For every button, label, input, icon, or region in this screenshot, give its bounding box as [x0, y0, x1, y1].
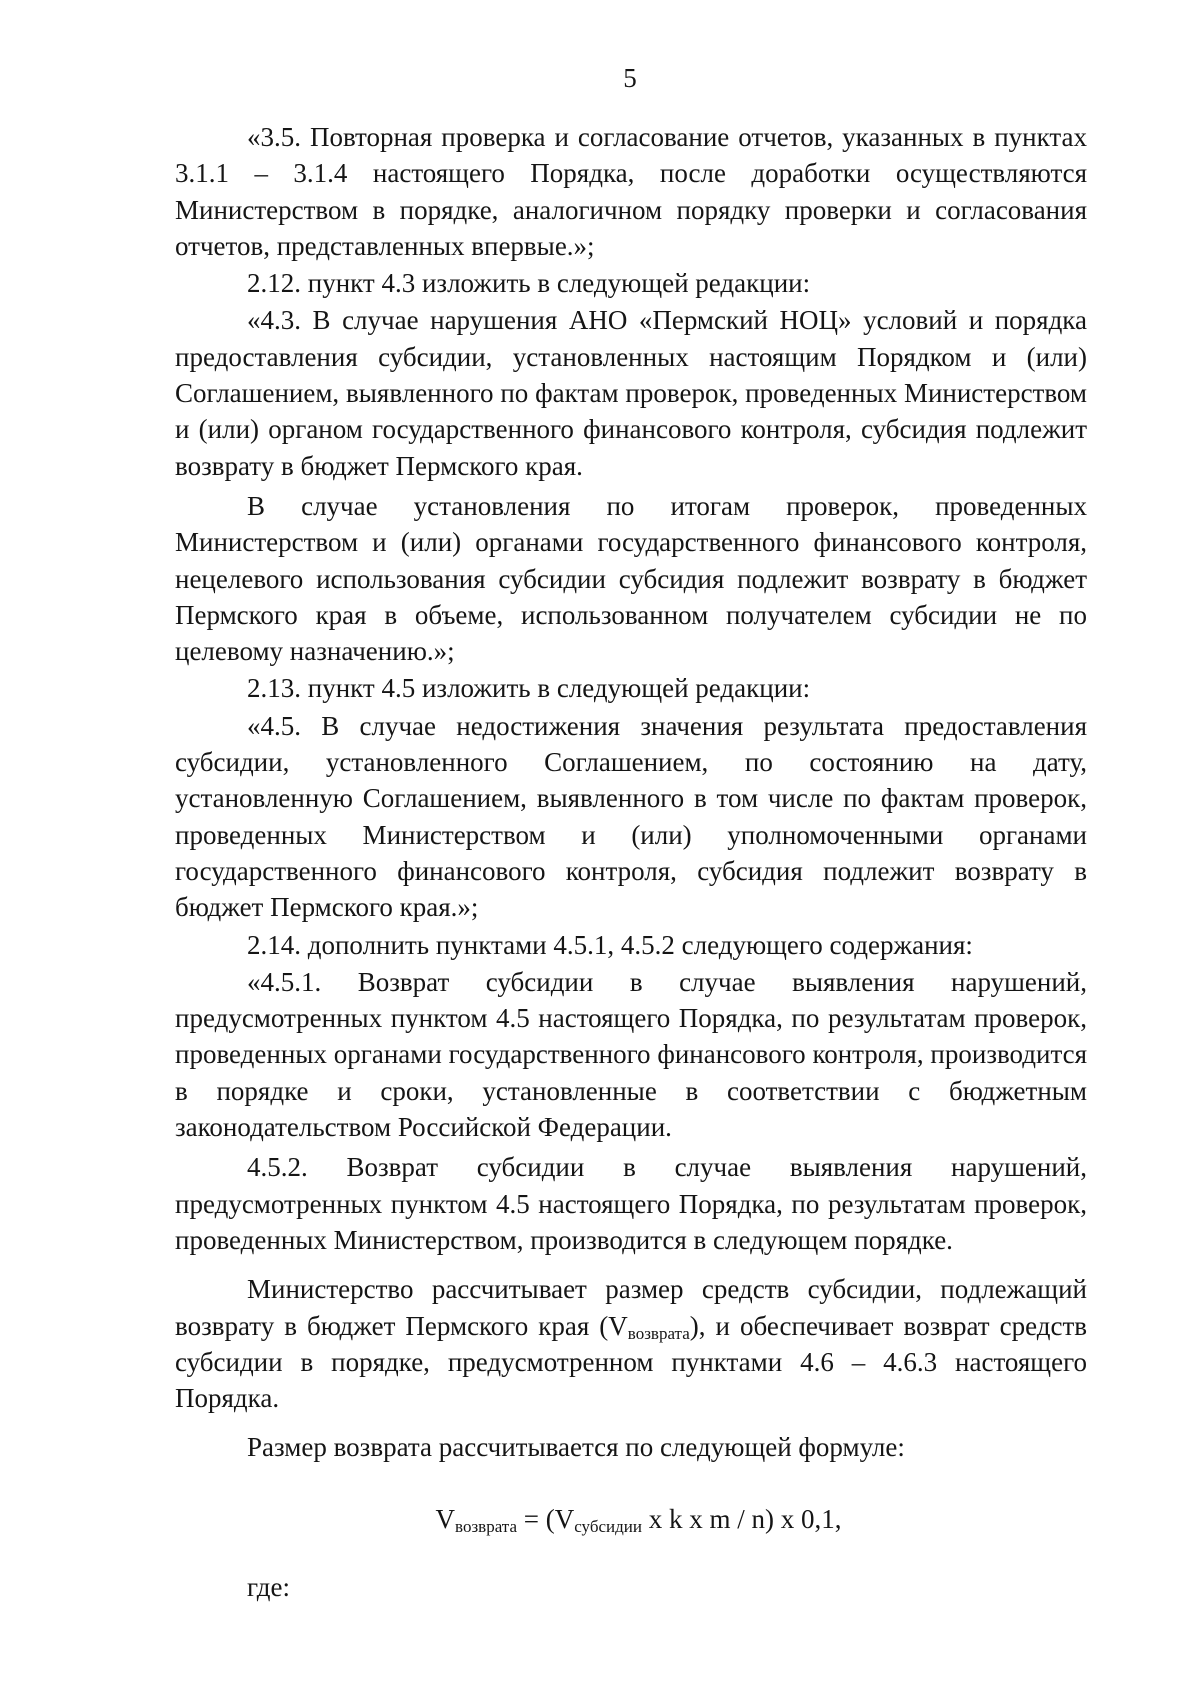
paragraph-3-5: «3.5. Повторная проверка и согласование отчетов, указанных в пунктах 3.1.1 – 3.1.4 настоящего Порядка, после доработки осуществляются Министерством в порядке, аналогичном порядку проверки и согласования отчетов, представленных впервые.»;: [175, 122, 1087, 261]
paragraph-4-5: «4.5. В случае недостижения значения результата предоставления субсидии, установленного Соглашением, по состоянию на дату, установленную Соглашением, выявленного в том числе по фактам проверок, проведенных Министерством и (или) уполномоченными органами государственного финансового контроля, субсидия подлежит возврату в бюджет Пермского края.»;: [175, 710, 1087, 923]
ministry-text-before: Министерство рассчитывает размер средств субсидии, подлежащий возврату в бюджет Пермского края (V: [175, 1274, 1087, 1341]
paragraph-4-3: «4.3. В случае нарушения АНО «Пермский НОЦ» условий и порядка предоставления субсидии, установленных настоящим Порядком и (или) Соглашением, выявленного по фактам проверок, проведенных Министерством и (или) органом государственного финансового контроля, субсидия подлежит возврату в бюджет Пермского края.: [175, 305, 1087, 481]
paragraph-2-12: 2.12. пункт 4.3 изложить в следующей редакции:: [247, 268, 811, 299]
formula-sub-subsidy: субсидии: [574, 1516, 642, 1536]
formula-v-return: V: [435, 1503, 456, 1534]
paragraph-2-13: 2.13. пункт 4.5 изложить в следующей редакции:: [247, 673, 811, 704]
paragraph-4-5-1: «4.5.1. Возврат субсидии в случае выявления нарушений, предусмотренных пунктом 4.5 настоящего Порядка, по результатам проверок, проведенных органами государственного финансового контроля, производится в порядке и сроки, установленные в соответствии с бюджетным законодательством Российской Федерации.: [175, 966, 1087, 1143]
formula-tail: x k x m / n) x 0,1,: [641, 1503, 842, 1534]
ministry-subscript: возврата: [627, 1323, 690, 1343]
paragraph-misuse: В случае установления по итогам проверок, проведенных Министерством и (или) органами государственного финансового контроля, нецелевого использования субсидии субсидия подлежит возврату в бюджет Пермского края в объеме, использованном получателем субсидии не по целевому назначению.»;: [175, 490, 1087, 667]
paragraph-4-5-2: 4.5.2. Возврат субсидии в случае выявления нарушений, предусмотренных пунктом 4.5 настоящего Порядка, по результатам проверок, проведенных Министерством, производится в следующем порядке.: [175, 1152, 1087, 1255]
formula-intro: Размер возврата рассчитывается по следующей формуле:: [247, 1432, 905, 1463]
formula-middle: = (V: [517, 1503, 575, 1534]
page-number: 5: [623, 63, 637, 93]
where-label: где:: [247, 1571, 290, 1602]
paragraph-ministry-calculation: [175, 1271, 1087, 1416]
return-formula: [175, 1501, 1087, 1537]
formula-sub-return: возврата: [455, 1516, 517, 1536]
document-body: [175, 119, 1087, 1605]
paragraph-2-14: 2.14. дополнить пунктами 4.5.1, 4.5.2 следующего содержания:: [247, 929, 973, 960]
ministry-text-after: ), и обеспечивает возврат средств субсидии в порядке, предусмотренном пунктами 4.6 – 4.6.3 настоящего Порядка.: [175, 1310, 1087, 1414]
